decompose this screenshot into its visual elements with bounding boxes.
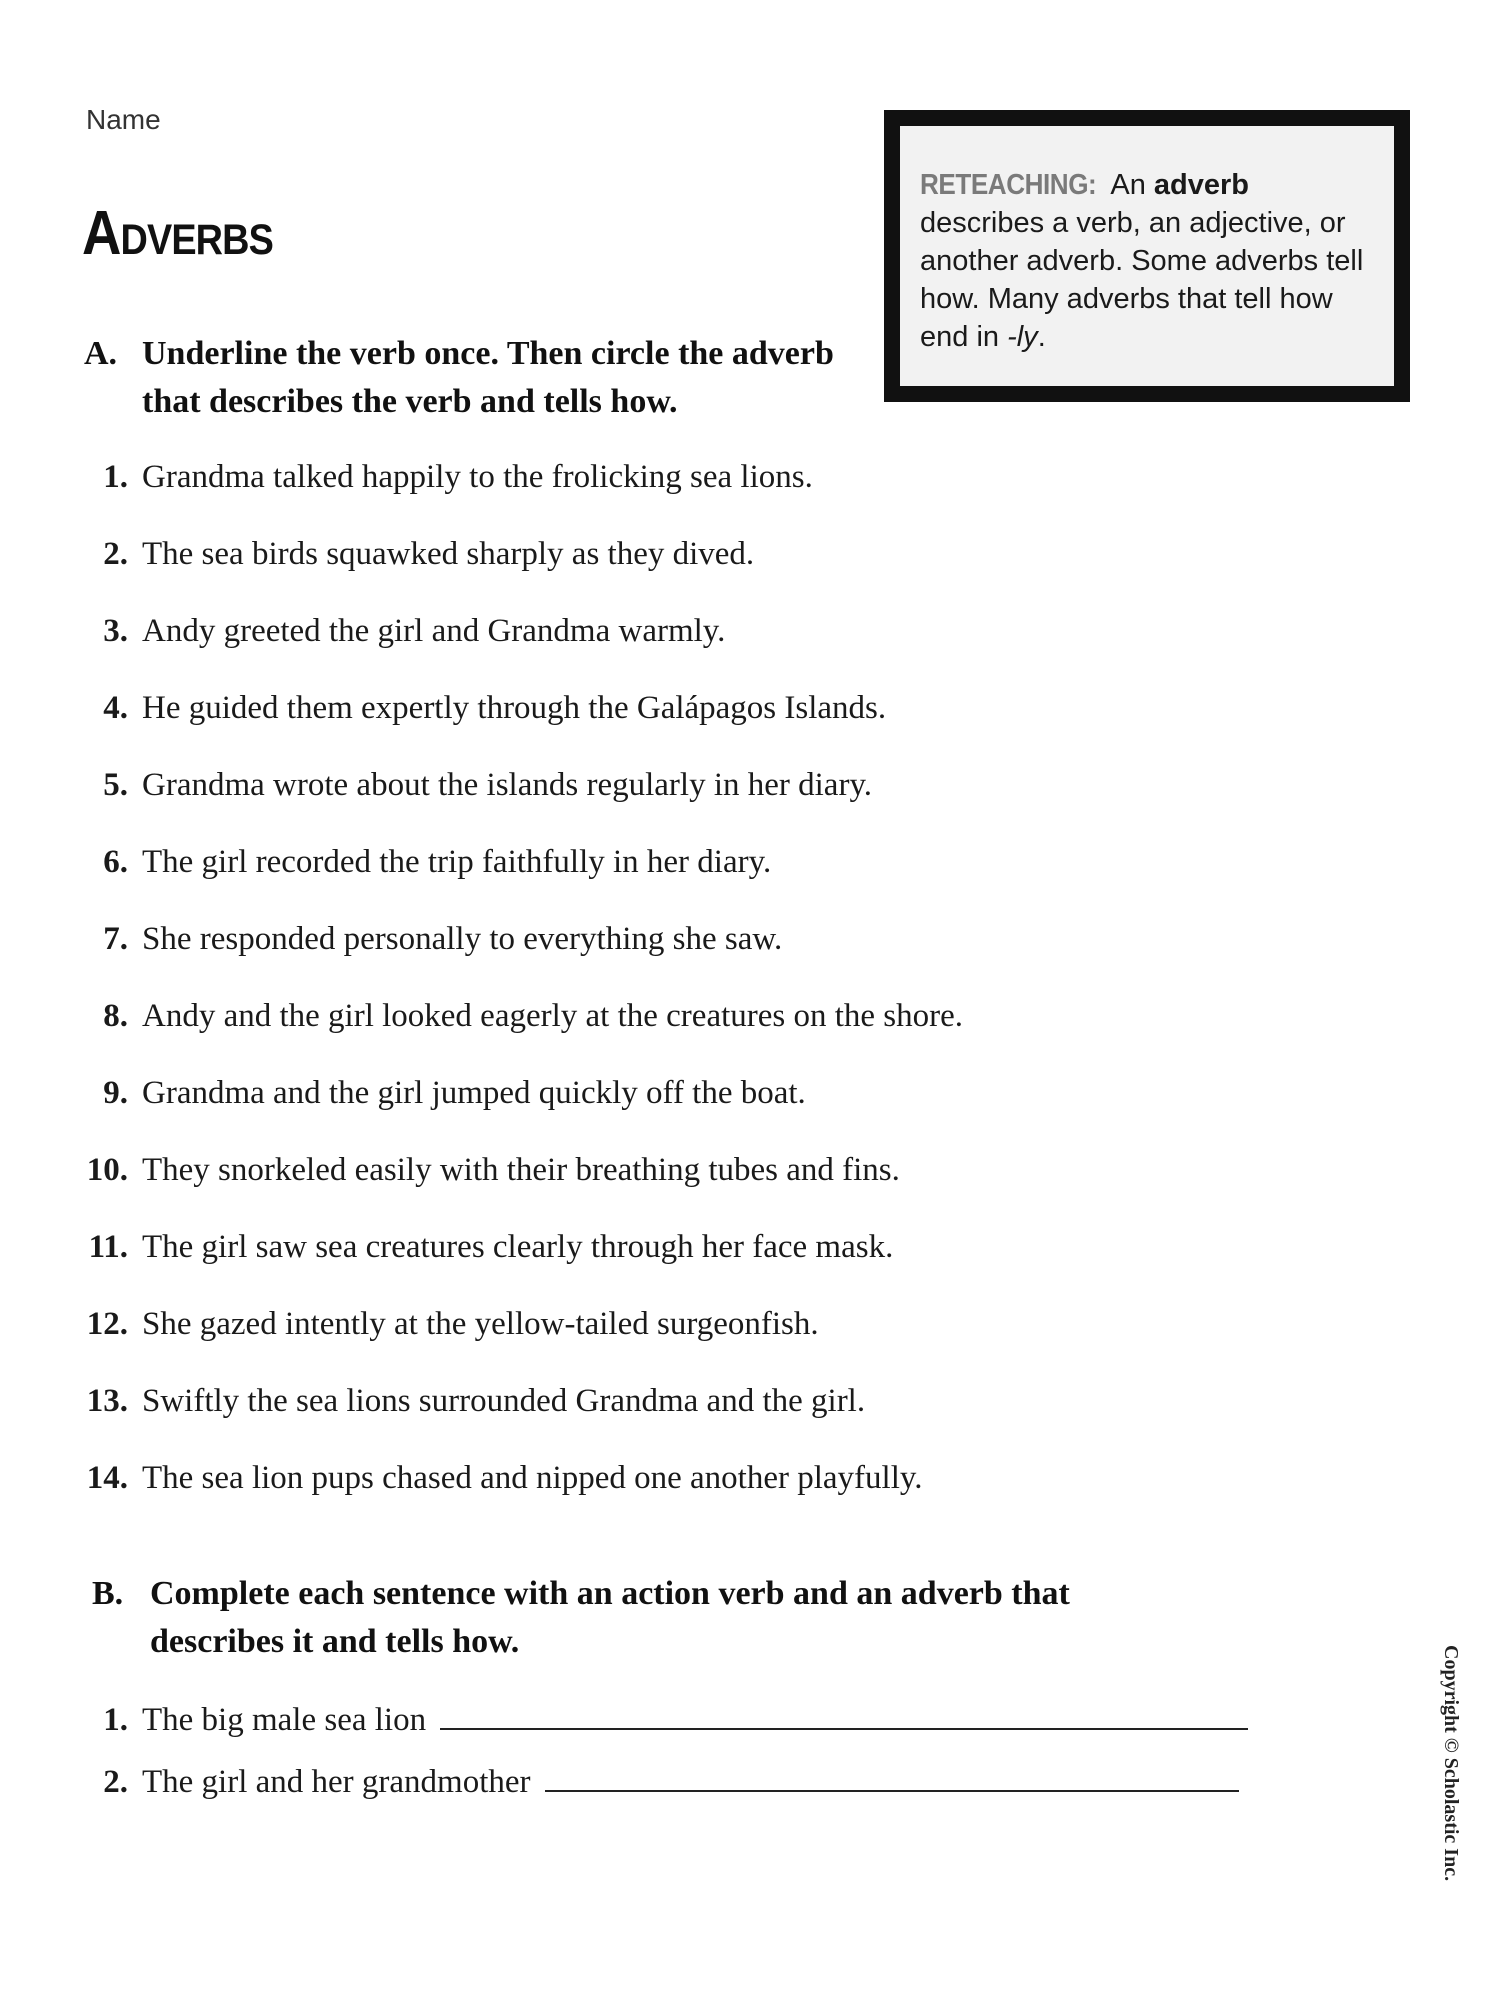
reteaching-suffix: -ly <box>1007 321 1038 353</box>
item-number: 14. <box>86 1460 128 1496</box>
list-item <box>80 1376 1180 1453</box>
reteaching-text-part: An <box>1103 169 1154 201</box>
reteaching-box <box>884 110 1410 402</box>
part-a-instruction <box>84 330 844 426</box>
item-number: 11. <box>88 1229 128 1265</box>
list-item <box>80 1453 1180 1530</box>
reteaching-text-part: describes a verb, an adjective, or another adverb. Some adverbs tell how. Many adverbs that tell how end in <box>920 207 1364 353</box>
part-a-letter: A. <box>84 335 118 372</box>
item-number: 9. <box>103 1075 128 1111</box>
item-sentence: Grandma talked happily to the frolicking sea lions. <box>142 459 813 495</box>
item-number: 2. <box>103 1764 128 1800</box>
list-item <box>80 1222 1180 1299</box>
item-number: 12. <box>86 1306 128 1342</box>
part-a-instruction-text: Underline the verb once. Then circle the adverb that describes the verb and tells how. <box>142 335 834 420</box>
item-sentence: They snorkeled easily with their breathing tubes and fins. <box>142 1152 900 1188</box>
item-sentence: Grandma wrote about the islands regularly in her diary. <box>142 767 873 803</box>
list-item <box>80 1068 1180 1145</box>
list-item <box>80 606 1180 683</box>
list-item <box>80 1690 1300 1752</box>
item-number: 3. <box>103 613 128 649</box>
reteaching-label: RETEACHING: <box>920 169 1097 201</box>
list-item <box>80 452 1180 529</box>
part-b-instruction <box>92 1570 1192 1666</box>
reteaching-term: adverb <box>1153 169 1249 201</box>
item-sentence: The girl recorded the trip faithfully in her diary. <box>142 844 772 880</box>
list-item <box>80 991 1180 1068</box>
item-number: 10. <box>86 1152 128 1188</box>
list-item <box>80 1299 1180 1376</box>
item-sentence: Andy greeted the girl and Grandma warmly. <box>142 613 726 649</box>
item-sentence: She responded personally to everything she saw. <box>142 921 783 957</box>
copyright-notice: Copyright © Scholastic Inc. <box>1440 1645 1462 1882</box>
part-b-list <box>80 1690 1300 1814</box>
item-sentence: Andy and the girl looked eagerly at the creatures on the shore. <box>142 998 964 1034</box>
page-title: Adverbs <box>82 199 273 268</box>
answer-blank[interactable] <box>440 1690 1248 1730</box>
list-item <box>80 683 1180 760</box>
item-sentence: The girl and her grandmother <box>142 1764 531 1800</box>
item-sentence: Swiftly the sea lions surrounded Grandma and the girl. <box>142 1383 866 1419</box>
item-number: 6. <box>103 844 128 880</box>
list-item <box>80 529 1180 606</box>
item-sentence: The sea lion pups chased and nipped one another playfully. <box>142 1460 923 1496</box>
item-sentence: The big male sea lion <box>142 1702 427 1738</box>
answer-blank[interactable] <box>545 1752 1239 1792</box>
reteaching-text <box>920 166 1374 356</box>
item-sentence: Grandma and the girl jumped quickly off the boat. <box>142 1075 806 1111</box>
item-number: 8. <box>103 998 128 1034</box>
list-item <box>80 760 1180 837</box>
item-number: 4. <box>103 690 128 726</box>
item-number: 2. <box>103 536 128 572</box>
part-b-letter: B. <box>92 1575 124 1612</box>
item-number: 1. <box>103 459 128 495</box>
item-sentence: The sea birds squawked sharply as they dived. <box>142 536 755 572</box>
reteaching-text-part: . <box>1037 321 1046 353</box>
list-item <box>80 914 1180 991</box>
item-number: 1. <box>103 1702 128 1738</box>
list-item <box>80 1752 1300 1814</box>
item-sentence: The girl saw sea creatures clearly through her face mask. <box>142 1229 894 1265</box>
item-number: 13. <box>86 1383 128 1419</box>
list-item <box>80 1145 1180 1222</box>
item-number: 5. <box>103 767 128 803</box>
item-number: 7. <box>103 921 128 957</box>
name-label: Name <box>86 104 161 135</box>
item-sentence: She gazed intently at the yellow-tailed surgeonfish. <box>142 1306 819 1342</box>
list-item <box>80 837 1180 914</box>
item-sentence: He guided them expertly through the Galápagos Islands. <box>142 690 887 726</box>
part-b-instruction-text: Complete each sentence with an action verb and an adverb that describes it and tells how. <box>150 1575 1070 1660</box>
part-a-list <box>80 452 1180 1530</box>
